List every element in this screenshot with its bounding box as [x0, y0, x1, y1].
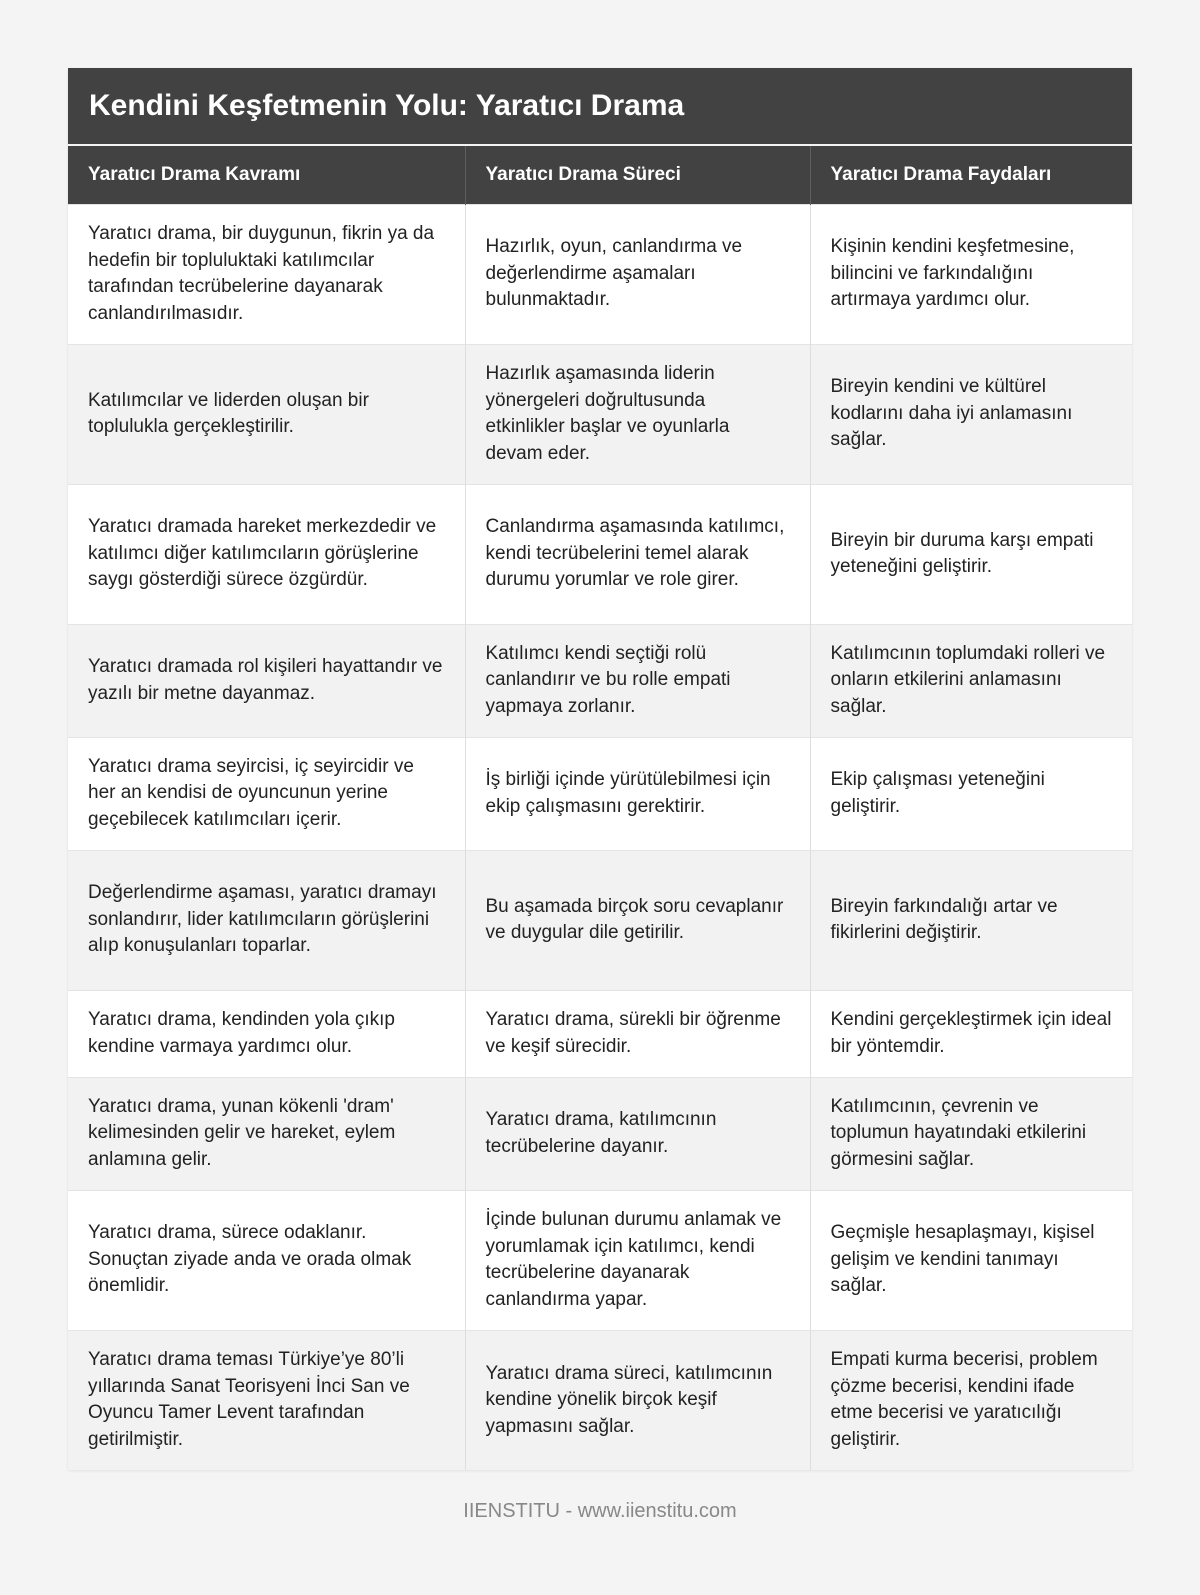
table-cell: Katılımcılar ve liderden oluşan bir toplulukla gerçekleştirilir.	[68, 344, 465, 484]
table-cell: Canlandırma aşamasında katılımcı, kendi tecrübelerini temel alarak durumu yorumlar ve role girer.	[465, 484, 810, 624]
table-cell: Yaratıcı drama, sürekli bir öğrenme ve keşif sürecidir.	[465, 990, 810, 1077]
table-row	[68, 737, 1132, 850]
table-cell: Kişinin kendini keşfetmesine, bilincini ve farkındalığını artırmaya yardımcı olur.	[810, 204, 1132, 344]
table-row	[68, 624, 1132, 737]
table-cell: Yaratıcı drama, katılımcının tecrübelerine dayanır.	[465, 1077, 810, 1190]
table-cell: Yaratıcı dramada rol kişileri hayattandır ve yazılı bir metne dayanmaz.	[68, 624, 465, 737]
table-cell: Hazırlık aşamasında liderin yönergeleri doğrultusunda etkinlikler başlar ve oyunlarla devam eder.	[465, 344, 810, 484]
table-row	[68, 850, 1132, 990]
table-row	[68, 484, 1132, 624]
table-row	[68, 1190, 1132, 1330]
table-cell: Yaratıcı drama süreci, katılımcının kendine yönelik birçok keşif yapmasını sağlar.	[465, 1330, 810, 1470]
table-cell: Empati kurma becerisi, problem çözme becerisi, kendini ifade etme becerisi ve yaratıcılığı geliştirir.	[810, 1330, 1132, 1470]
table-row	[68, 990, 1132, 1077]
table-cell: Bireyin kendini ve kültürel kodlarını daha iyi anlamasını sağlar.	[810, 344, 1132, 484]
content-card	[68, 68, 1132, 1470]
table-row	[68, 1077, 1132, 1190]
table-cell: İçinde bulunan durumu anlamak ve yorumlamak için katılımcı, kendi tecrübelerine dayanarak canlandırma yapar.	[465, 1190, 810, 1330]
table-row	[68, 204, 1132, 344]
table-cell: Hazırlık, oyun, canlandırma ve değerlendirme aşamaları bulunmaktadır.	[465, 204, 810, 344]
table-cell: Bu aşamada birçok soru cevaplanır ve duygular dile getirilir.	[465, 850, 810, 990]
table-cell: Yaratıcı drama teması Türkiye’ye 80’li yıllarında Sanat Teorisyeni İnci San ve Oyuncu Tamer Levent tarafından getirilmiştir.	[68, 1330, 465, 1470]
table-cell: Bireyin farkındalığı artar ve fikirlerini değiştirir.	[810, 850, 1132, 990]
page-title: Kendini Keşfetmenin Yolu: Yaratıcı Drama	[68, 68, 1132, 144]
table-row	[68, 1330, 1132, 1470]
table-cell: Değerlendirme aşaması, yaratıcı dramayı sonlandırır, lider katılımcıların görüşlerini alıp konuşulanları toparlar.	[68, 850, 465, 990]
column-header-concept: Yaratıcı Drama Kavramı	[68, 145, 465, 204]
table-row	[68, 344, 1132, 484]
table-cell: İş birliği içinde yürütülebilmesi için ekip çalışmasını gerektirir.	[465, 737, 810, 850]
footer-credit: IIENSTITU - www.iienstitu.com	[463, 1500, 737, 1522]
table-cell: Yaratıcı drama seyircisi, iç seyircidir ve her an kendisi de oyuncunun yerine geçebilecek katılımcıları içerir.	[68, 737, 465, 850]
table-cell: Yaratıcı dramada hareket merkezdedir ve katılımcı diğer katılımcıların görüşlerine saygı gösterdiği sürece özgürdür.	[68, 484, 465, 624]
table-cell: Geçmişle hesaplaşmayı, kişisel gelişim ve kendini tanımayı sağlar.	[810, 1190, 1132, 1330]
table-cell: Bireyin bir duruma karşı empati yeteneğini geliştirir.	[810, 484, 1132, 624]
table-cell: Yaratıcı drama, kendinden yola çıkıp kendine varmaya yardımcı olur.	[68, 990, 465, 1077]
table-cell: Kendini gerçekleştirmek için ideal bir yöntemdir.	[810, 990, 1132, 1077]
table-cell: Katılımcının toplumdaki rolleri ve onların etkilerini anlamasını sağlar.	[810, 624, 1132, 737]
table-cell: Yaratıcı drama, sürece odaklanır. Sonuçtan ziyade anda ve orada olmak önemlidir.	[68, 1190, 465, 1330]
table-cell: Katılımcı kendi seçtiği rolü canlandırır ve bu rolle empati yapmaya zorlanır.	[465, 624, 810, 737]
table-cell: Katılımcının, çevrenin ve toplumun hayatındaki etkilerini görmesini sağlar.	[810, 1077, 1132, 1190]
column-header-process: Yaratıcı Drama Süreci	[465, 145, 810, 204]
table-cell: Ekip çalışması yeteneğini geliştirir.	[810, 737, 1132, 850]
table-cell: Yaratıcı drama, bir duygunun, fikrin ya da hedefin bir topluluktaki katılımcılar tarafından tecrübelerine dayanarak canlandırılmasıdır.	[68, 204, 465, 344]
table-cell: Yaratıcı drama, yunan kökenli 'dram' kelimesinden gelir ve hareket, eylem anlamına gelir.	[68, 1077, 465, 1190]
column-header-benefits: Yaratıcı Drama Faydaları	[810, 145, 1132, 204]
drama-table	[68, 144, 1132, 1470]
header-row	[68, 145, 1132, 204]
